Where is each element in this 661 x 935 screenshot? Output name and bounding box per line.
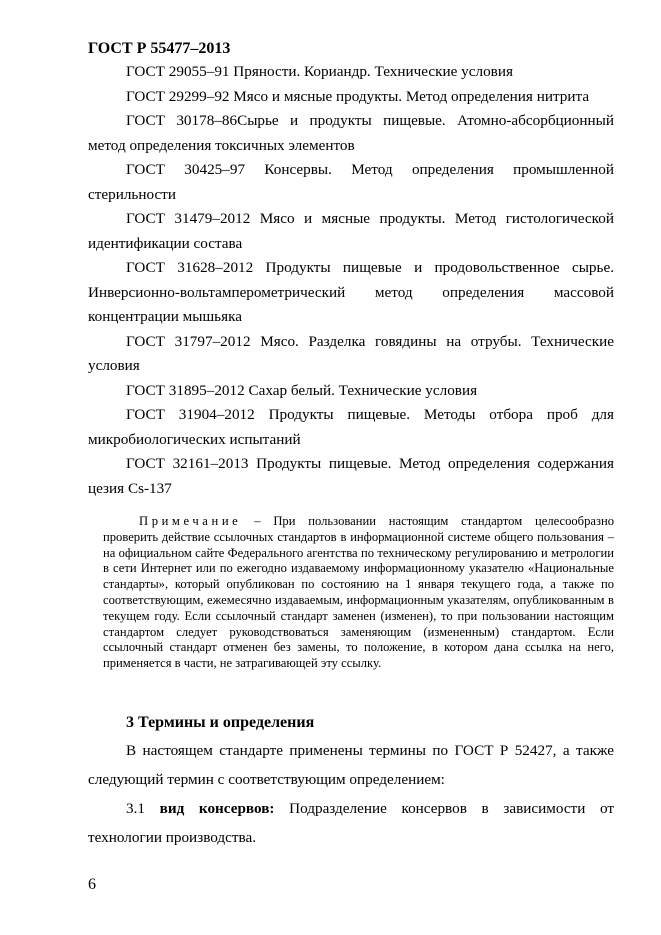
section-intro: В настоящем стандарте применены термины по ГОСТ Р 52427, а также следующий термин с соответствующим определением: [88,742,614,788]
terms-section [88,712,614,852]
document-code-header: ГОСТ Р 55477–2013 [88,40,231,57]
reference-item: ГОСТ 30178–86Сырье и продукты пищевые. Атомно-абсорбционный метод определения токсичных элементов [88,112,614,154]
note-block [103,514,614,672]
reference-item: ГОСТ 29055–91 Пряности. Кориандр. Технические условия [126,63,513,80]
normative-references-list [88,60,614,501]
reference-item: ГОСТ 31895–2012 Сахар белый. Технические условия [126,381,478,399]
reference-item: ГОСТ 29299–92 Мясо и мясные продукты. Метод определения нитрита [126,87,590,105]
reference-item: ГОСТ 31797–2012 Мясо. Разделка говядины на отрубы. Технические условия [88,332,614,374]
definition-number: 3.1 [126,800,145,817]
note-label: Примечание [139,514,242,528]
section-title: 3 Термины и определения [126,714,315,731]
note-text: – При пользовании настоящим стандартом целесообразно проверить действие ссылочных стандартов в информационной системе общего пользования – на официальном сайте Федерального агентства по техническому регулированию и метрологии в сети Интернет или по ежегодно издаваемому информационному указателю «Национальные стандарты», который опубликован по состоянию на 1 января текущего года, а также по соответствующим, ежемесячно издаваемым, информационным указателям, опубликованным в текущем году. Если ссылочный стандарт заменен (изменен), то при пользовании настоящим стандартом следует руководствоваться заменяющим (измененным) стандартом. Если ссылочный стандарт отменен без замены, то положение, в котором дана ссылка на него, применяется в части, не затрагивающей эту ссылку. [103,514,614,671]
reference-item: ГОСТ 31904–2012 Продукты пищевые. Методы отбора проб для микробиологических испытаний [88,406,614,448]
page-number: 6 [88,876,96,893]
reference-item: ГОСТ 32161–2013 Продукты пищевые. Метод определения содержания цезия Cs-137 [88,455,614,497]
reference-item: ГОСТ 31479–2012 Мясо и мясные продукты. Метод гистологической идентификации состава [88,210,614,252]
reference-item: ГОСТ 31628–2012 Продукты пищевые и продовольственное сырье. Инверсионно-вольтамперометрический метод определения массовой концентрации мышьяка [88,259,614,325]
term-name: вид консервов: [159,800,275,817]
term-definition [88,794,614,852]
reference-item: ГОСТ 30425–97 Консервы. Метод определения промышленной стерильности [88,161,614,203]
definition-text: Подразделение консервов в зависимости от технологии производства. [88,800,614,846]
